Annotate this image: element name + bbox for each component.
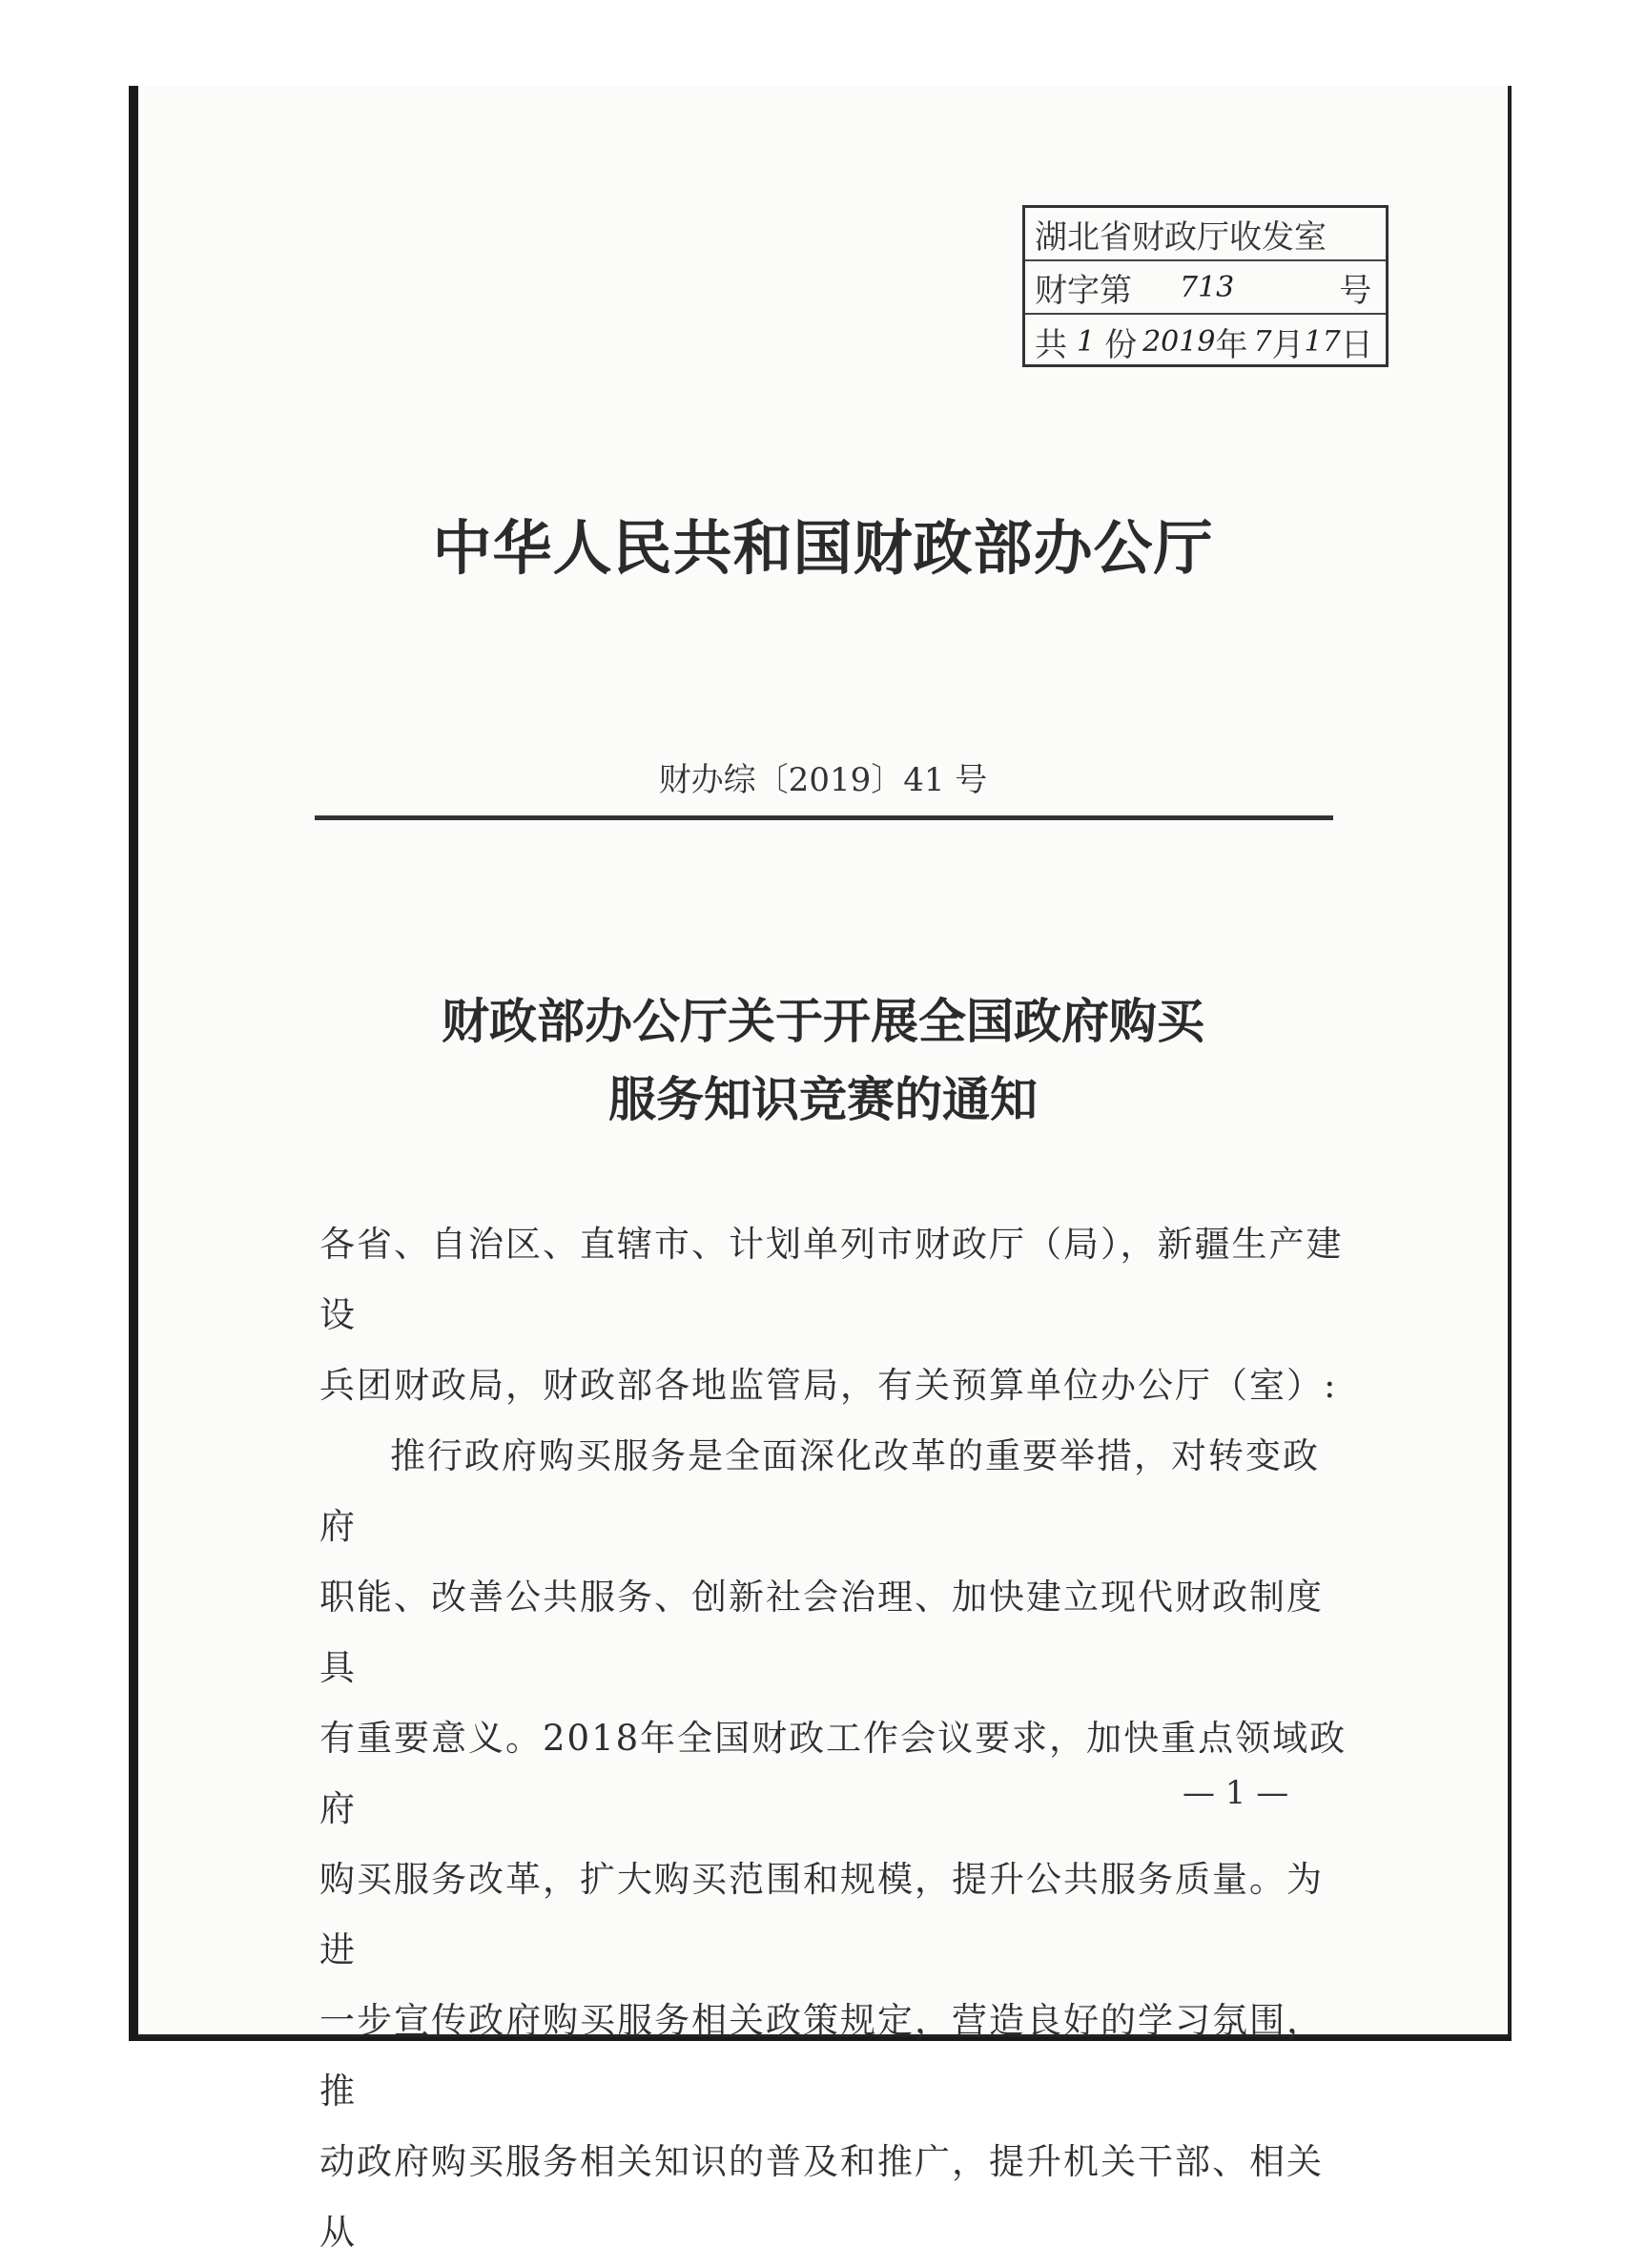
paragraph-line-3: 有重要意义。2018年全国财政工作会议要求，加快重点领域政府: [319, 1718, 1348, 1829]
stamp-doc-prefix: 财字第: [1035, 271, 1132, 310]
stamp-office-row: [1025, 208, 1386, 261]
salutation-line-2: 兵团财政局，财政部各地监管局，有关预算单位办公厅（室）:: [319, 1365, 1338, 1406]
stamp-year-label: 年: [1215, 325, 1248, 364]
document-title: [0, 982, 1646, 1139]
paragraph-line-4: 购买服务改革，扩大购买范围和规模，提升公共服务质量。为进: [319, 1859, 1324, 1970]
salutation-line-1: 各省、自治区、直辖市、计划单列市财政厅（局），新疆生产建设: [319, 1224, 1344, 1335]
stamp-day: 17: [1304, 324, 1341, 359]
stamp-month: 7: [1253, 324, 1272, 359]
document-body: [319, 1209, 1349, 2268]
title-line-1: 财政部办公厅关于开展全国政府购买: [442, 993, 1204, 1049]
stamp-month-label: 月: [1271, 325, 1305, 364]
receipt-stamp: [1022, 205, 1389, 367]
stamp-date-row: [1025, 315, 1386, 368]
issuing-org-title: 中华人民共和国财政部办公厅: [432, 513, 1214, 583]
paragraph-line-1: 推行政府购买服务是全面深化改革的重要举措，对转变政府: [319, 1435, 1320, 1547]
stamp-day-label: 日: [1340, 325, 1373, 364]
stamp-doc-number: 713: [1180, 270, 1235, 304]
header-divider: [315, 815, 1333, 820]
paragraph-line-5: 一步宣传政府购买服务相关政策规定，营造良好的学习氛围，推: [319, 2000, 1324, 2112]
stamp-copies-unit: 份: [1104, 325, 1138, 364]
document-number: 财办综〔2019〕41 号: [658, 761, 988, 799]
paragraph-line-6: 动政府购买服务相关知识的普及和推广，提升机关干部、相关从: [319, 2141, 1324, 2253]
stamp-year: 2019: [1142, 324, 1216, 359]
stamp-number-row: [1025, 261, 1386, 315]
stamp-copies: 1: [1077, 324, 1096, 359]
stamp-doc-suffix: 号: [1339, 271, 1372, 310]
stamp-office: 湖北省财政厅收发室: [1035, 217, 1327, 257]
stamp-copies-prefix: 共: [1035, 325, 1067, 364]
paragraph-line-2: 职能、改善公共服务、创新社会治理、加快建立现代财政制度具: [319, 1577, 1324, 1688]
page-number: — 1 —: [1183, 1774, 1289, 1812]
title-line-2: 服务知识竞赛的通知: [608, 1071, 1038, 1127]
